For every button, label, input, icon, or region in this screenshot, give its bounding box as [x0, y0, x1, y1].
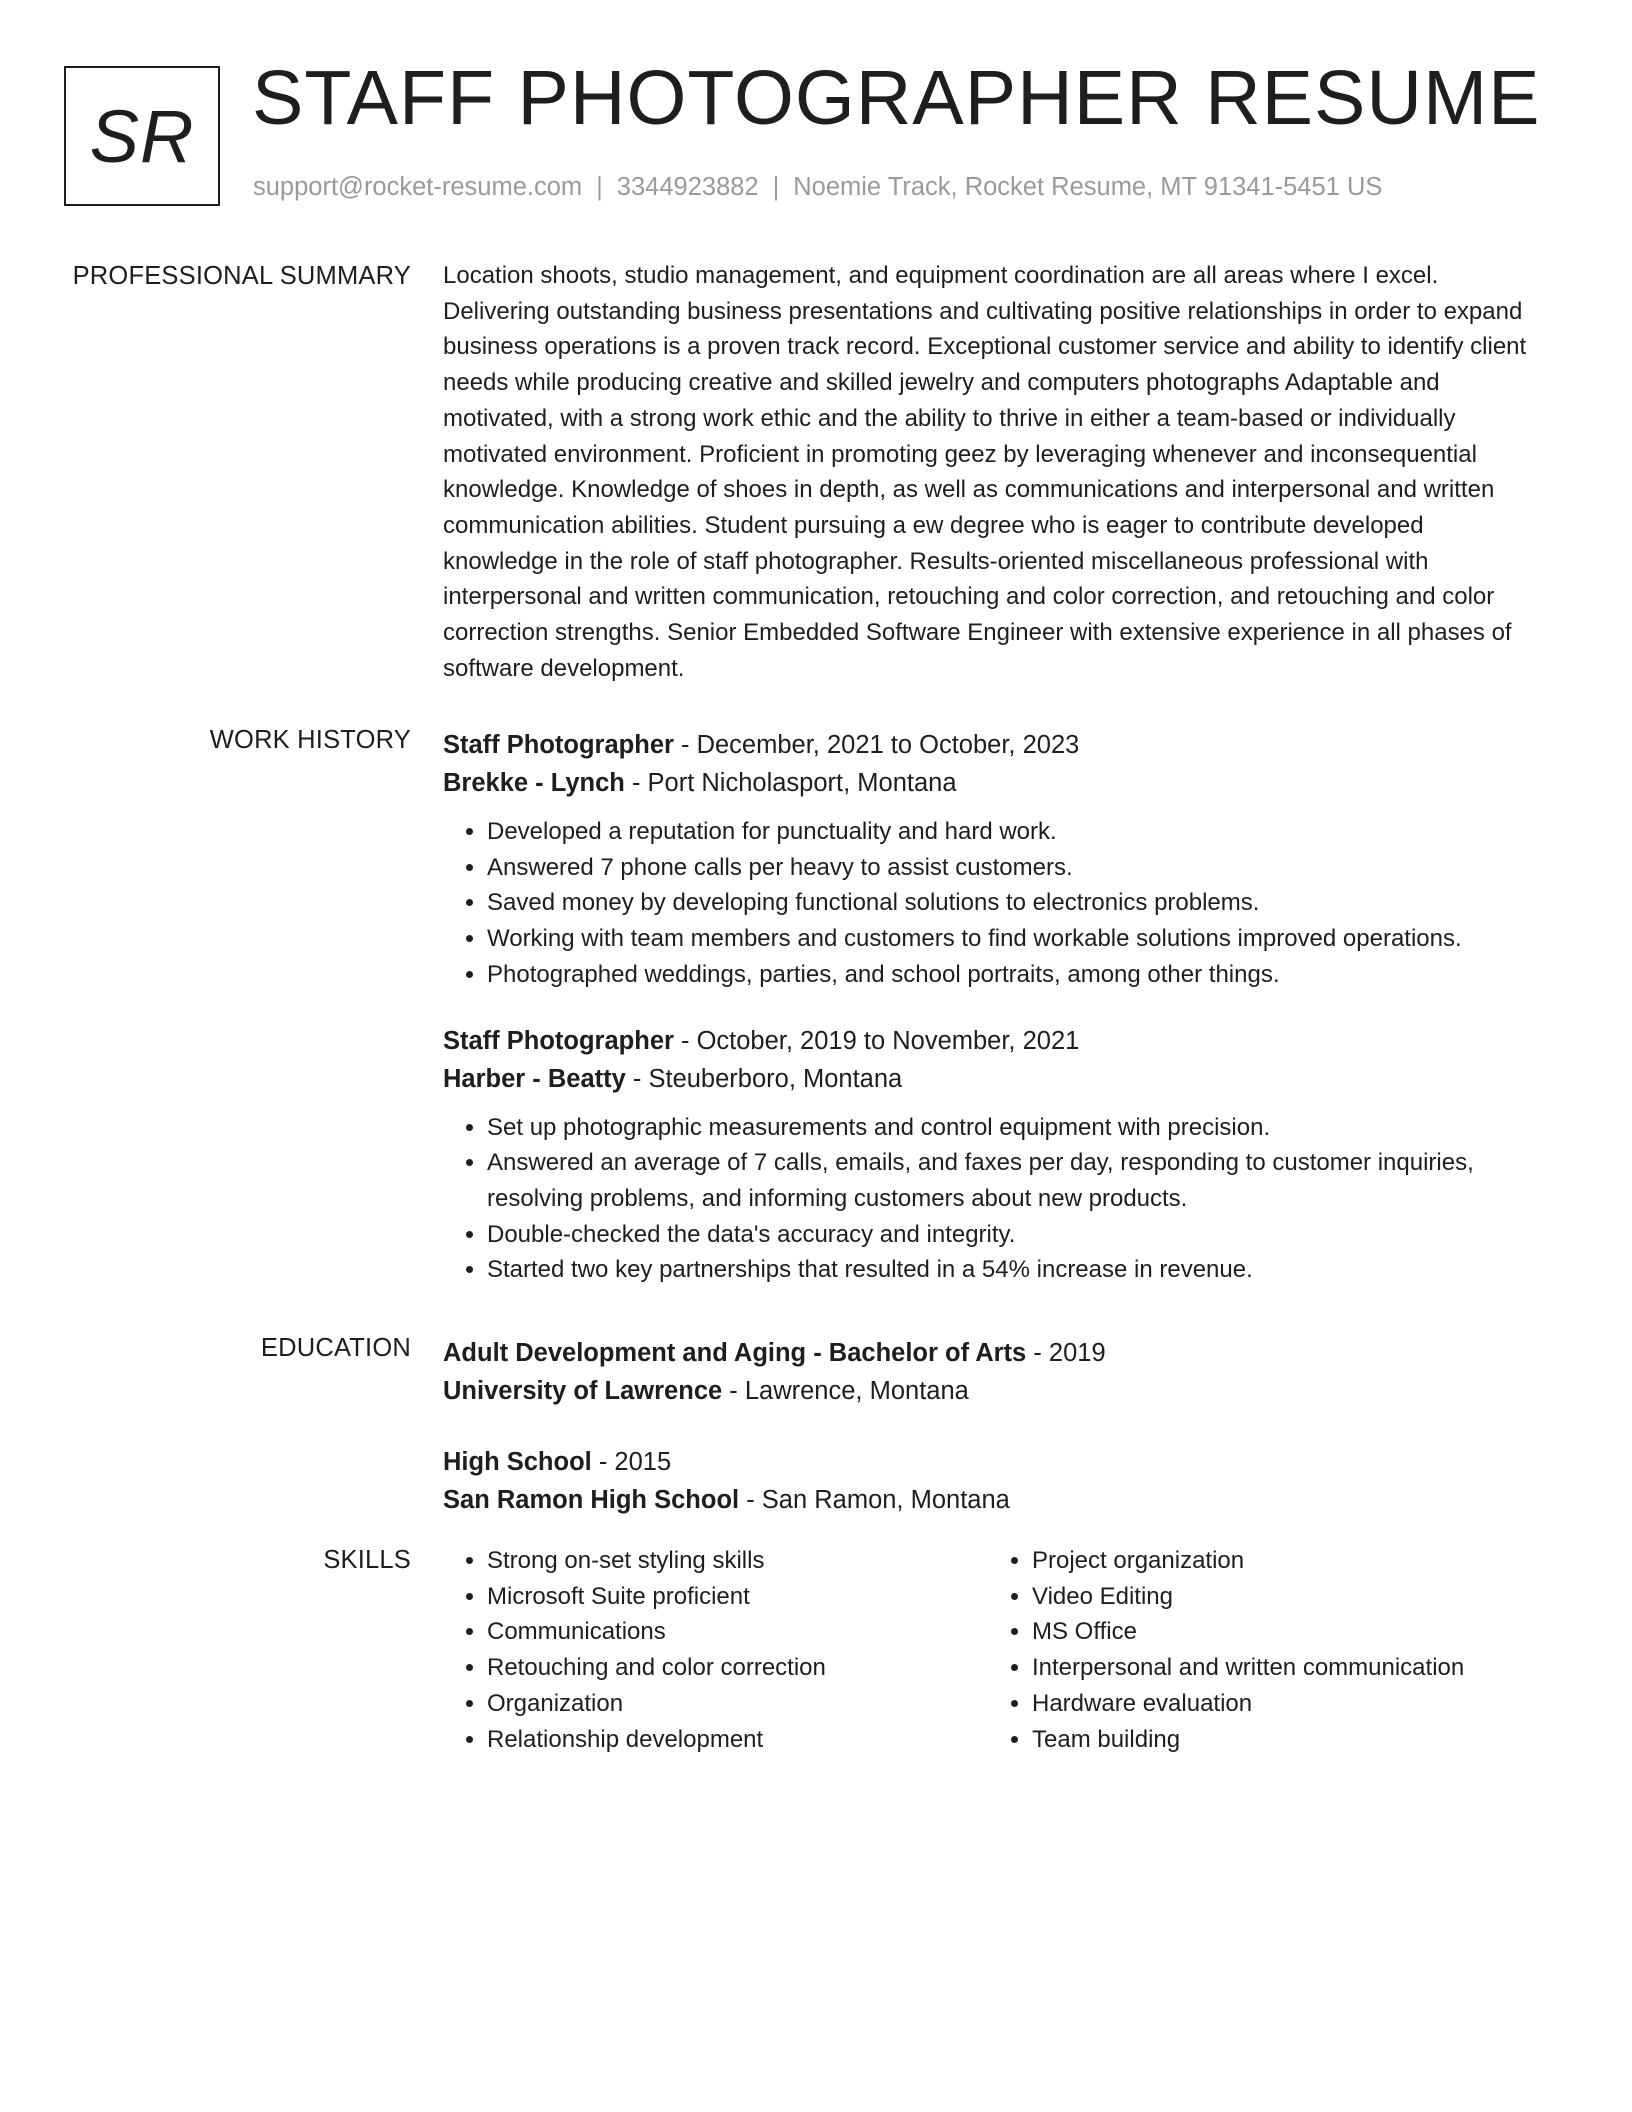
- contact-separator: |: [772, 173, 780, 201]
- job-dates: - December, 2021 to October, 2023: [673, 731, 1080, 759]
- education-degree: Adult Development and Aging - Bachelor of Arts: [443, 1339, 1027, 1367]
- job-company-line: [443, 764, 1533, 802]
- section-label-skills: SKILLS: [323, 1546, 411, 1574]
- section-label-summary: PROFESSIONAL SUMMARY: [72, 262, 411, 290]
- list-item: • Answered an average of 7 calls, emails, and faxes per day, responding to customer inquiries, resolving problems, and informing customers about new products.: [487, 1145, 1533, 1216]
- list-item: • Developed a reputation for punctuality and hard work.: [487, 814, 1533, 850]
- contact-line: [253, 173, 1382, 202]
- skill-item: • Retouching and color correction: [487, 1650, 988, 1686]
- section-label-work: WORK HISTORY: [209, 726, 411, 754]
- list-item: • Answered 7 phone calls per heavy to assist customers.: [487, 850, 1533, 886]
- skills-list-left: [443, 1543, 988, 1757]
- skills-list-right: [988, 1543, 1464, 1757]
- list-item: • Photographed weddings, parties, and school portraits, among other things.: [487, 957, 1533, 993]
- section-label-education: EDUCATION: [260, 1334, 411, 1362]
- skills-columns: [443, 1543, 1533, 1757]
- job-title-line: [443, 726, 1533, 764]
- job-entry: [443, 726, 1533, 993]
- list-item: • Set up photographic measurements and control equipment with precision.: [487, 1110, 1533, 1146]
- contact-phone: 3344923882: [616, 173, 759, 201]
- education-entry: [443, 1334, 1533, 1410]
- education-location: - San Ramon, Montana: [739, 1486, 1010, 1514]
- list-item: • Working with team members and customers to find workable solutions improved operations.: [487, 921, 1533, 957]
- job-title-line: [443, 1022, 1533, 1060]
- list-item: • Saved money by developing functional solutions to electronics problems.: [487, 885, 1533, 921]
- skill-item: • Project organization: [1032, 1543, 1464, 1579]
- job-company-line: [443, 1060, 1533, 1098]
- education-year: - 2015: [591, 1448, 672, 1476]
- job-bullets: [443, 814, 1533, 993]
- education-degree-line: [443, 1443, 1533, 1481]
- skill-item: • Microsoft Suite proficient: [487, 1579, 988, 1615]
- skill-item: • MS Office: [1032, 1614, 1464, 1650]
- education-school: San Ramon High School: [443, 1486, 740, 1514]
- contact-address: Noemie Track, Rocket Resume, MT 91341-5451 US: [793, 173, 1383, 201]
- job-company: Brekke - Lynch: [443, 769, 625, 797]
- job-dates: - October, 2019 to November, 2021: [673, 1026, 1080, 1055]
- initials-text: SR: [89, 94, 195, 178]
- education-location: - Lawrence, Montana: [722, 1377, 969, 1405]
- job-location: - Port Nicholasport, Montana: [624, 769, 957, 797]
- job-bullets: [443, 1110, 1533, 1289]
- skill-item: • Interpersonal and written communication: [1032, 1650, 1464, 1686]
- skill-item: • Organization: [487, 1686, 988, 1722]
- job-title: Staff Photographer: [443, 731, 674, 759]
- contact-email: support@rocket-resume.com: [253, 173, 583, 201]
- education-school-line: [443, 1372, 1533, 1410]
- education-entry: [443, 1443, 1533, 1519]
- education-degree: High School: [443, 1448, 592, 1476]
- resume-title: STAFF PHOTOGRAPHER RESUME: [252, 55, 1541, 141]
- list-item: • Started two key partnerships that resulted in a 54% increase in revenue.: [487, 1252, 1533, 1288]
- skill-item: • Video Editing: [1032, 1579, 1464, 1615]
- education-degree-line: [443, 1334, 1533, 1372]
- initials-monogram: [64, 66, 220, 206]
- education-year: - 2019: [1026, 1339, 1106, 1367]
- job-company: Harber - Beatty: [443, 1064, 626, 1093]
- skill-item: • Communications: [487, 1614, 988, 1650]
- skill-item: • Relationship development: [487, 1722, 988, 1758]
- job-entry: [443, 1022, 1533, 1289]
- summary-text: Location shoots, studio management, and equipment coordination are all areas where I excel. Delivering outstanding business presentations and cultivating positive relationships in order to expand business operations is a proven track record. Exceptional customer service and ability to identify client needs while producing creative and skilled jewelry and computers photographs Adaptable and motivated, with a strong work ethic and the ability to thrive in either a team-based or individually motivated environment. Proficient in promoting geez by leveraging whenever and inconsequential knowledge. Knowledge of shoes in depth, as well as communications and interpersonal and written communication abilities. Student pursuing a ew degree who is eager to contribute developed knowledge in the role of staff photographer. Results-oriented miscellaneous professional with interpersonal and written communication, retouching and color correction, and retouching and color correction strengths. Senior Embedded Software Engineer with extensive experience in all phases of software development.: [443, 262, 1527, 682]
- skill-item: • Hardware evaluation: [1032, 1686, 1464, 1722]
- contact-separator: |: [596, 173, 603, 201]
- list-item: • Double-checked the data's accuracy and integrity.: [487, 1217, 1533, 1253]
- education-school-line: [443, 1481, 1533, 1519]
- skill-item: • Team building: [1032, 1722, 1464, 1758]
- education-school: University of Lawrence: [443, 1377, 723, 1405]
- job-title: Staff Photographer: [443, 1026, 674, 1055]
- skill-item: • Strong on-set styling skills: [487, 1543, 988, 1579]
- job-location: - Steuberboro, Montana: [625, 1064, 903, 1093]
